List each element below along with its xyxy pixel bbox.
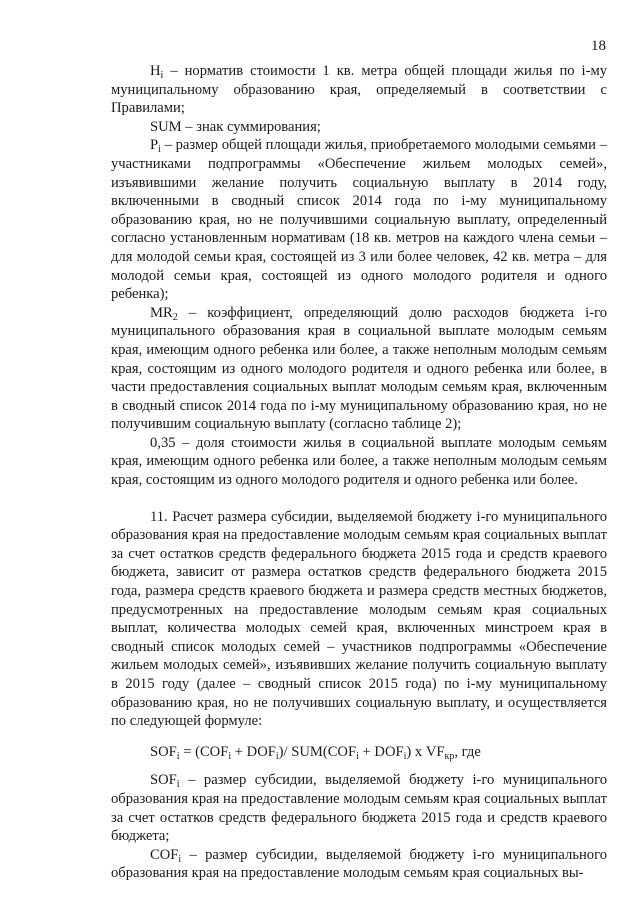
formula-sub: i bbox=[228, 750, 232, 762]
formula-part: )/ SUM(COF bbox=[278, 743, 357, 760]
paragraph-gap bbox=[111, 490, 607, 508]
formula-sub: i bbox=[275, 750, 279, 762]
formula-part: + DOF bbox=[231, 743, 276, 760]
definition-text: – размер общей площади жилья, приобретаемого молодыми семьями – участниками подпрограммы «Обеспечение жильем молодых семей», изъявившими желание получить социальную выплату в 2014 году, включенными в сводный список 2014 года по i-му муниципальному образованию края, но не получившими социальную выплату, определенный согласно установленным нормативам (18 кв. метров на каждого члена семьи – для молодой семьи края, состоящей из 3 или более человек, 42 кв. метра – для молодой семьи края, состоящей из одного молодого родителя и одного ребенка); bbox=[111, 137, 607, 303]
symbol-sub: i bbox=[176, 779, 180, 791]
symbol: COF bbox=[150, 846, 179, 863]
definition-mr2 bbox=[111, 304, 607, 434]
symbol: MR bbox=[150, 304, 173, 321]
section-11-paragraph: 11. Расчет размера субсидии, выделяемой бюджету i-го муниципального образования края на предоставление молодым семьям края социальных выплат за счет остатков средств федерального бюджета 2015 года и средств краевого бюджета, зависит от размера остатков средств федерального бюджета 2015 года, размера средств краевого бюджета и размера средств местных бюджетов, предусмотренных на предоставление молодым семьям края социальных выплат, количества молодых семей края, включенных минстроем края в сводный список молодых семей – участников подпрограммы «Обеспечение жильем молодых семей», изъявивших желание получить социальную выплату в 2015 году (далее – сводный список 2015 года) по i-му муниципальному образованию края, но не получивших социальную выплату, и осуществляется по следующей формуле: bbox=[111, 508, 607, 730]
definition-p bbox=[111, 136, 607, 303]
definition-h bbox=[111, 62, 607, 118]
page-number: 18 bbox=[591, 38, 606, 54]
formula bbox=[111, 743, 607, 762]
definition-text: – знак суммирования; bbox=[181, 118, 321, 135]
page-body bbox=[111, 62, 607, 883]
symbol: H bbox=[150, 63, 161, 79]
definition-035 bbox=[111, 434, 607, 490]
definition-text: – размер субсидии, выделяемой бюджету i-го муниципального образования края на предоставление молодым семьям края социальных вы- bbox=[111, 846, 607, 882]
formula-sub: i bbox=[356, 750, 359, 762]
definition-text: – коэффициент, определяющий долю расходов бюджета i-го муниципального образования края в социальной выплате молодым семьям края, имеющим одного ребенка или более, а также неполным молодым семьям края, состоящим из одного молодого родителя и одного ребенка или более, в части предоставления социальных выплат молодым семьям края, включенным в сводный список 2014 года по i-му муниципальному образованию края, но не получившим социальную выплату (согласно таблице 2); bbox=[111, 304, 607, 433]
formula-part: ) х VF bbox=[406, 743, 445, 760]
symbol-sub: i bbox=[160, 70, 164, 81]
formula-lhs: SOF bbox=[150, 743, 177, 760]
formula-sub: кр bbox=[444, 750, 455, 762]
definition-sum bbox=[111, 118, 607, 137]
formula-part: = (COF bbox=[179, 743, 229, 760]
definition-sof bbox=[111, 771, 607, 845]
symbol: SOF bbox=[150, 772, 177, 789]
formula-part: + DOF bbox=[358, 743, 404, 760]
symbol-sub: i bbox=[158, 144, 161, 156]
definition-text: – норматив стоимости 1 кв. метра общей площади жилья по i-му муниципальному образованию края, определяемый в соответствии с Правилами; bbox=[111, 63, 607, 117]
definition-text: – доля стоимости жилья в социальной выплате молодым семьям края, имеющим одного ребенка или более, а также неполным молодым семьям края, состоящим из одного молодого родителя и одного ребенка или более. bbox=[111, 434, 607, 489]
formula-part: , где bbox=[454, 743, 481, 760]
symbol: 0,35 bbox=[150, 434, 176, 451]
symbol-sub: 2 bbox=[172, 311, 178, 323]
definition-text: – размер субсидии, выделяемой бюджету i-го муниципального образования края на предоставление молодым семьям края социальных выплат за счет остатков средств федерального бюджета 2015 года и средств краевого бюджета; bbox=[111, 772, 607, 845]
symbol-sub: i bbox=[178, 853, 182, 865]
formula-sub: i bbox=[176, 750, 180, 762]
symbol: P bbox=[150, 137, 159, 154]
symbol: SUM bbox=[150, 118, 182, 135]
definition-cof bbox=[111, 846, 607, 883]
formula-sub: i bbox=[403, 750, 407, 762]
